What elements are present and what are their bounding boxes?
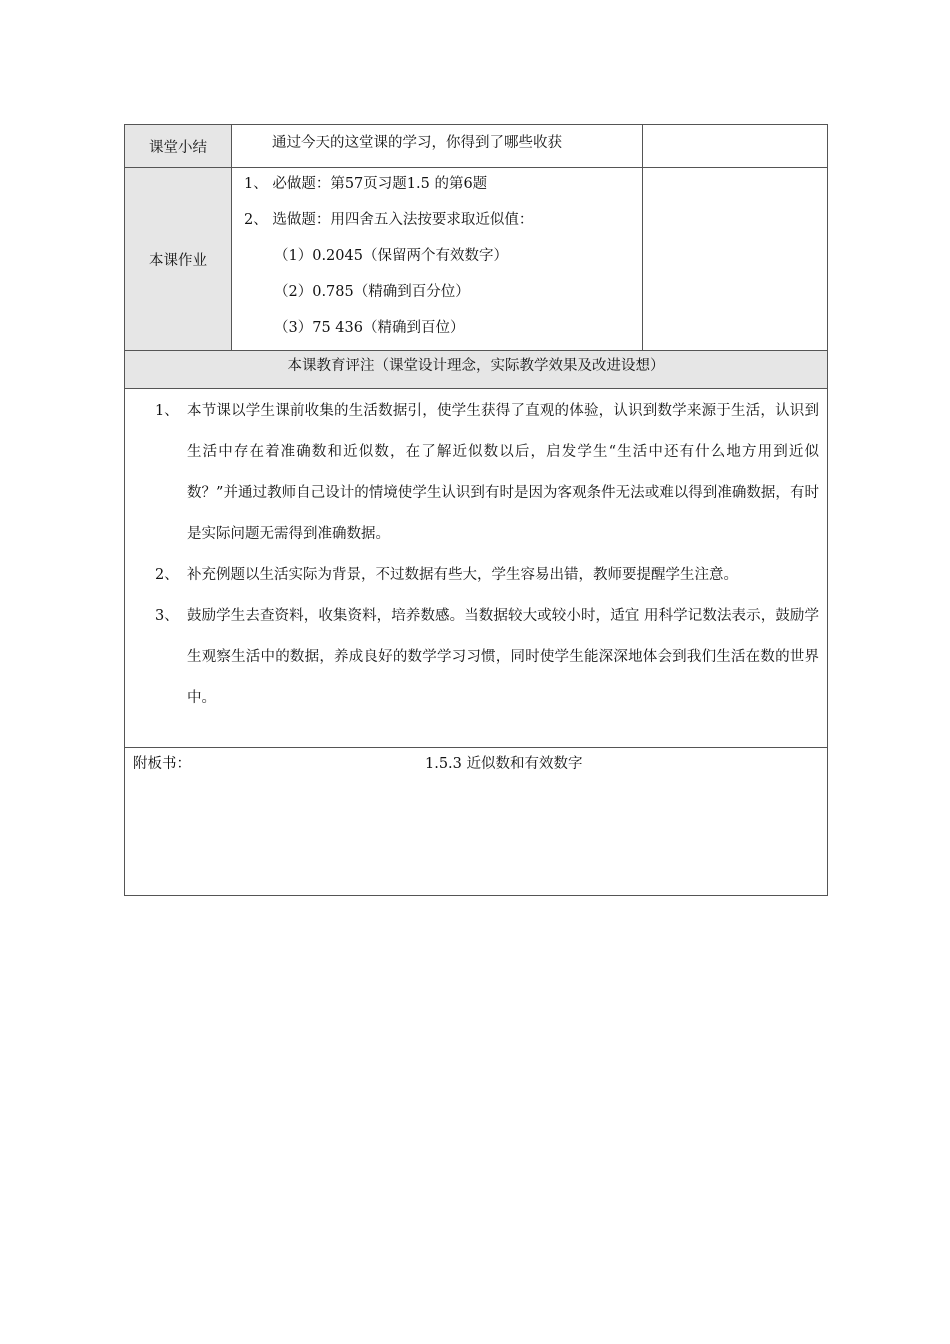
homework-content [232,168,643,351]
evaluation-item [155,555,819,596]
evaluation-item-text: 本节课以学生课前收集的生活数据引，使学生获得了直观的体验，认识到数学来源于生活，认识到生活中存在着准确数和近似数，在了解近似数以后，启发学生“生活中还有什么地方用到近似数？”并通过教师自己设计的情境使学生认识到有时是因为客观条件无法或难以得到准确数据，有时是实际问题无需得到准确数据。 [187,403,819,542]
homework-notes-cell [643,168,828,351]
evaluation-title: 本课教育评注（课堂设计理念，实际教学效果及改进设想） [125,351,828,389]
evaluation-item [155,391,819,555]
evaluation-item [155,596,819,719]
homework-subitem-2: （2）0.785（精确到百分位） [274,284,470,300]
evaluation-body [125,389,828,748]
homework-line-required: 1、 必做题：第57页习题1.5 的第6题 [244,176,488,192]
homework-row [125,168,828,351]
evaluation-item-number: 3、 [155,608,179,624]
evaluation-item-number: 2、 [155,567,179,583]
homework-label: 本课作业 [125,168,232,351]
board-row [125,748,828,896]
homework-line-optional: 2、 选做题：用四舍五入法按要求取近似值： [244,212,534,228]
summary-notes-cell [643,125,828,168]
homework-subitem-1: （1）0.2045（保留两个有效数字） [274,248,508,264]
board-cell [125,748,828,896]
lesson-plan-table [124,124,828,896]
summary-row [125,125,828,168]
board-title: 1.5.3 近似数和有效数字 [425,756,583,772]
summary-label: 课堂小结 [125,125,232,168]
evaluation-body-row [125,389,828,748]
evaluation-item-text: 补充例题以生活实际为背景，不过数据有些大，学生容易出错，教师要提醒学生注意。 [187,567,738,583]
board-label: 附板书： [133,756,191,772]
evaluation-item-number: 1、 [155,403,179,419]
homework-subitem-3: （3）75 436（精确到百位） [274,320,465,336]
evaluation-item-text: 鼓励学生去查资料，收集资料，培养数感。当数据较大或较小时，适宜 用科学记数法表示，鼓励学生观察生活中的数据，养成良好的数学学习习惯，同时使学生能深深地体会到我们生活在数的世界中。 [187,608,819,706]
evaluation-title-row [125,351,828,389]
summary-text: 通过今天的这堂课的学习，你得到了哪些收获 [232,125,643,168]
